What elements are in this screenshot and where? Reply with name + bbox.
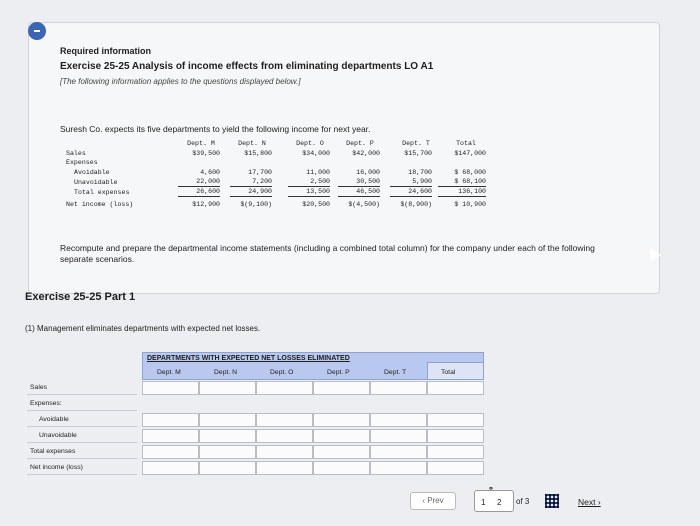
col-header: Dept. O bbox=[296, 140, 324, 147]
col-header: Total bbox=[456, 140, 476, 147]
info-note: [The following information applies to the questions displayed below.] bbox=[60, 77, 301, 86]
row-expenses: Expenses: bbox=[27, 396, 137, 411]
page-2[interactable]: 2 bbox=[497, 498, 502, 507]
cell: $42,000 bbox=[352, 150, 380, 157]
cell: $147,000 bbox=[454, 150, 486, 157]
cell: 46,500 bbox=[338, 188, 380, 197]
cell: 18,700 bbox=[408, 169, 432, 176]
cell: 13,500 bbox=[288, 188, 330, 197]
cell: $(4,500) bbox=[348, 201, 380, 208]
total-expenses-t-input[interactable] bbox=[370, 445, 427, 459]
cell: $ 10,900 bbox=[454, 201, 486, 208]
cell: 26,600 bbox=[178, 188, 220, 197]
net-income-t-input[interactable] bbox=[370, 461, 427, 475]
avoidable-m-input[interactable] bbox=[142, 413, 199, 427]
page-navigation bbox=[400, 488, 700, 518]
col-header-n: Dept. N bbox=[214, 369, 238, 376]
unavoidable-t-input[interactable] bbox=[370, 429, 427, 443]
cell: 11,000 bbox=[306, 169, 330, 176]
chevron-left-icon: ‹ bbox=[422, 496, 425, 505]
col-header: Dept. P bbox=[346, 140, 374, 147]
cell: $(8,900) bbox=[400, 201, 432, 208]
sales-o-input[interactable] bbox=[256, 381, 313, 395]
col-header-total: Total bbox=[441, 369, 456, 376]
row-sales: Sales bbox=[27, 380, 137, 395]
avoidable-o-input[interactable] bbox=[256, 413, 313, 427]
grid-icon[interactable] bbox=[545, 494, 559, 508]
cell: $15,800 bbox=[244, 150, 272, 157]
cell: 4,600 bbox=[200, 169, 220, 176]
unavoidable-m-input[interactable] bbox=[142, 429, 199, 443]
net-income-m-input[interactable] bbox=[142, 461, 199, 475]
total-expenses-m-input[interactable] bbox=[142, 445, 199, 459]
net-income-n-input[interactable] bbox=[199, 461, 256, 475]
col-header-p: Dept. P bbox=[327, 369, 350, 376]
cell: 24,600 bbox=[390, 188, 432, 197]
row-label: Total expenses bbox=[74, 189, 130, 196]
row-unavoidable: Unavoidable bbox=[27, 428, 137, 443]
row-label: Expenses bbox=[66, 159, 98, 166]
row-total-expenses: Total expenses bbox=[27, 444, 137, 459]
cell: $(9,100) bbox=[240, 201, 272, 208]
link-icon: ⚭ bbox=[488, 486, 494, 493]
intro-text: Suresh Co. expects its five departments to yield the following income for next year. bbox=[60, 124, 371, 134]
unavoidable-p-input[interactable] bbox=[313, 429, 370, 443]
prev-label: Prev bbox=[427, 496, 444, 505]
chevron-right-icon: › bbox=[597, 497, 601, 507]
page-count: of 3 bbox=[516, 497, 530, 506]
net-income-p-input[interactable] bbox=[313, 461, 370, 475]
net-income-o-input[interactable] bbox=[256, 461, 313, 475]
page-1[interactable]: 1 bbox=[481, 498, 486, 507]
cell: $39,500 bbox=[192, 150, 220, 157]
row-label: Sales bbox=[66, 150, 86, 157]
col-header-t: Dept. T bbox=[384, 369, 407, 376]
part-question: (1) Management eliminates departments with expected net losses. bbox=[25, 324, 261, 333]
info-icon bbox=[28, 22, 46, 40]
cell: 24,900 bbox=[230, 188, 272, 197]
cell: 16,000 bbox=[356, 169, 380, 176]
col-header: Dept. T bbox=[402, 140, 430, 147]
net-income-total-input[interactable] bbox=[427, 461, 484, 475]
cell: 136,100 bbox=[438, 188, 486, 197]
sales-t-input[interactable] bbox=[370, 381, 427, 395]
avoidable-total-input[interactable] bbox=[427, 413, 484, 427]
total-expenses-n-input[interactable] bbox=[199, 445, 256, 459]
row-net-income: Net income (loss) bbox=[27, 460, 137, 475]
avoidable-p-input[interactable] bbox=[313, 413, 370, 427]
next-button[interactable] bbox=[578, 497, 601, 507]
next-label: Next bbox=[578, 497, 596, 507]
cell: 22,000 bbox=[178, 178, 220, 187]
required-info-heading: Required information bbox=[60, 46, 152, 56]
sales-m-input[interactable] bbox=[142, 381, 199, 395]
recompute-instructions: Recompute and prepare the departmental income statements (including a combined total column) for the company under each of the following separate scenarios. bbox=[60, 243, 595, 264]
cell: $15,700 bbox=[404, 150, 432, 157]
avoidable-t-input[interactable] bbox=[370, 413, 427, 427]
unavoidable-total-input[interactable] bbox=[427, 429, 484, 443]
total-header bbox=[427, 362, 484, 380]
col-header-m: Dept. M bbox=[157, 369, 181, 376]
row-label: Unavoidable bbox=[74, 179, 118, 186]
cell: 17,700 bbox=[248, 169, 272, 176]
cell: 7,200 bbox=[230, 178, 272, 187]
part-title: Exercise 25-25 Part 1 bbox=[25, 291, 136, 303]
sales-n-input[interactable] bbox=[199, 381, 256, 395]
total-expenses-p-input[interactable] bbox=[313, 445, 370, 459]
table-title: DEPARTMENTS WITH EXPECTED NET LOSSES ELIMINATED bbox=[147, 355, 350, 362]
row-label: Avoidable bbox=[74, 169, 110, 176]
income-data-table bbox=[60, 140, 490, 225]
row-label: Net income (loss) bbox=[66, 201, 134, 208]
cell: $20,500 bbox=[302, 201, 330, 208]
sales-total-input[interactable] bbox=[427, 381, 484, 395]
col-header: Dept. M bbox=[187, 140, 215, 147]
unavoidable-o-input[interactable] bbox=[256, 429, 313, 443]
row-avoidable: Avoidable bbox=[27, 412, 137, 427]
avoidable-n-input[interactable] bbox=[199, 413, 256, 427]
sales-p-input[interactable] bbox=[313, 381, 370, 395]
exercise-title: Exercise 25-25 Analysis of income effects from eliminating departments LO A1 bbox=[60, 61, 434, 72]
cell: $34,000 bbox=[302, 150, 330, 157]
cell: $ 68,100 bbox=[438, 178, 486, 187]
cell: 5,900 bbox=[390, 178, 432, 187]
col-header: Dept. N bbox=[238, 140, 266, 147]
cell: $ 68,000 bbox=[454, 169, 486, 176]
prev-button[interactable] bbox=[410, 492, 456, 510]
total-expenses-o-input[interactable] bbox=[256, 445, 313, 459]
col-header-o: Dept. O bbox=[270, 369, 294, 376]
cell: $12,900 bbox=[192, 201, 220, 208]
unavoidable-n-input[interactable] bbox=[199, 429, 256, 443]
cell: 2,500 bbox=[288, 178, 330, 187]
page-selector[interactable] bbox=[474, 486, 514, 512]
total-expenses-total-input[interactable] bbox=[427, 445, 484, 459]
cell: 30,500 bbox=[338, 178, 380, 187]
